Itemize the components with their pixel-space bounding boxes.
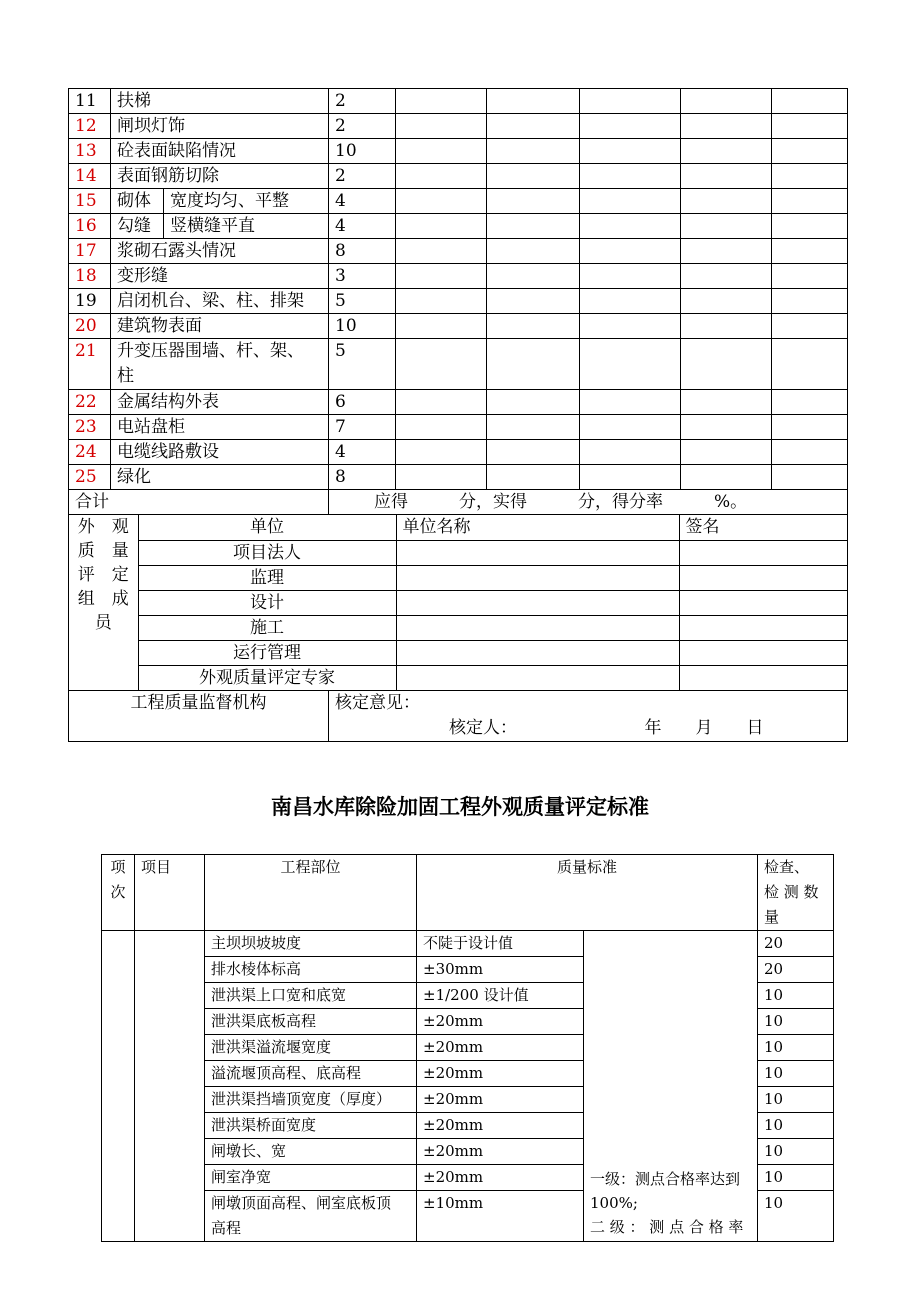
blank-cell <box>681 239 772 264</box>
item-name: 电缆线路敷设 <box>111 440 329 465</box>
blank-cell <box>396 289 487 314</box>
item-name: 金属结构外表 <box>111 390 329 415</box>
standard-score: 10 <box>329 314 396 339</box>
row-number: 15 <box>69 189 111 214</box>
standard-score: 4 <box>329 440 396 465</box>
header-part: 工程部位 <box>205 855 417 931</box>
item-name: 建筑物表面 <box>111 314 329 339</box>
part-line: 高程 <box>211 1219 242 1237</box>
row-number: 24 <box>69 440 111 465</box>
blank-cell <box>681 89 772 114</box>
blank-cell <box>487 164 580 189</box>
standard-score: 4 <box>329 189 396 214</box>
blank-cell <box>396 440 487 465</box>
total-label: 合计 <box>69 490 329 515</box>
count-cell: 10 <box>758 1009 834 1035</box>
blank-cell <box>580 89 681 114</box>
table-row <box>69 264 848 289</box>
quality-standard-table <box>101 854 834 1242</box>
blank-cell <box>772 189 848 214</box>
part-cell: 闸墩长、宽 <box>205 1139 417 1165</box>
blank-cell <box>487 390 580 415</box>
item-name: 启闭机台、梁、柱、排架 <box>111 289 329 314</box>
header-item: 项目 <box>135 855 205 931</box>
blank-cell <box>772 214 848 239</box>
blank-cell <box>681 114 772 139</box>
table-row <box>69 214 848 239</box>
committee-row <box>69 590 848 615</box>
standard-score: 5 <box>329 339 396 390</box>
committee-label-line: 组 成 <box>77 589 129 609</box>
row-number: 11 <box>69 89 111 114</box>
part-cell: 溢流堰顶高程、底高程 <box>205 1061 417 1087</box>
committee-label-line: 质 量 <box>77 541 129 561</box>
standard-cell: ±10mm <box>417 1191 584 1242</box>
item-name: 闸坝灯饰 <box>111 114 329 139</box>
blank-cell <box>580 415 681 440</box>
blank-cell <box>681 440 772 465</box>
blank-cell <box>487 289 580 314</box>
standard-cell: ±20mm <box>417 1035 584 1061</box>
blank-cell <box>396 139 487 164</box>
unit-name-cell <box>396 565 679 590</box>
blank-cell <box>681 139 772 164</box>
standard-cell: 不陡于设计值 <box>417 931 584 957</box>
standard-score: 7 <box>329 415 396 440</box>
masonry-label: 砌体 <box>111 189 164 214</box>
blank-cell <box>580 440 681 465</box>
standard-score: 4 <box>329 214 396 239</box>
row-number: 22 <box>69 390 111 415</box>
header-line: 次 <box>110 883 126 901</box>
count-cell: 10 <box>758 1035 834 1061</box>
index-cell <box>102 931 135 1242</box>
standard-cell: ±20mm <box>417 1113 584 1139</box>
committee-row <box>69 515 848 540</box>
unit-name-cell <box>396 665 679 690</box>
standard-score: 2 <box>329 164 396 189</box>
table-row <box>69 89 848 114</box>
grade-line: 一级：测点合格率达到 <box>590 1170 741 1188</box>
blank-cell <box>580 314 681 339</box>
blank-cell <box>772 264 848 289</box>
table-row <box>69 339 848 390</box>
committee-unit: 外观质量评定专家 <box>138 665 396 690</box>
count-cell: 10 <box>758 1139 834 1165</box>
item-name: 砼表面缺陷情况 <box>111 139 329 164</box>
sign-cell <box>679 540 848 565</box>
count-cell: 10 <box>758 1165 834 1191</box>
blank-cell <box>681 465 772 490</box>
item-name-line: 升变压器围墙、杆、架、 <box>117 341 304 361</box>
standard-score: 10 <box>329 139 396 164</box>
blank-cell <box>487 114 580 139</box>
count-cell: 20 <box>758 931 834 957</box>
opinion-cell <box>329 691 848 742</box>
committee-label-line: 评 定 <box>77 565 129 585</box>
header-index <box>102 855 135 931</box>
count-cell: 10 <box>758 983 834 1009</box>
grade-criteria <box>584 931 758 1242</box>
total-row <box>69 490 848 515</box>
table-row <box>102 931 834 957</box>
sign-cell <box>679 615 848 640</box>
grade-line: 二 级 ： 测 点 合 格 率 <box>590 1218 744 1236</box>
count-cell: 10 <box>758 1061 834 1087</box>
blank-cell <box>772 415 848 440</box>
blank-cell <box>487 440 580 465</box>
committee-unit: 监理 <box>138 565 396 590</box>
supervision-row <box>69 691 848 742</box>
standard-score: 3 <box>329 264 396 289</box>
grade-line: 100%; <box>590 1194 638 1212</box>
blank-cell <box>772 114 848 139</box>
blank-cell <box>487 189 580 214</box>
blank-cell <box>396 214 487 239</box>
standard-cell: ±20mm <box>417 1087 584 1113</box>
committee-label <box>69 515 138 690</box>
table-row <box>69 189 848 214</box>
committee-section <box>69 515 848 691</box>
header-line: 项 <box>110 858 126 876</box>
table-row <box>69 164 848 189</box>
blank-cell <box>396 89 487 114</box>
sign-cell <box>679 665 848 690</box>
item-name: 表面钢筋切除 <box>111 164 329 189</box>
committee-row <box>69 615 848 640</box>
item-name: 电站盘柜 <box>111 415 329 440</box>
blank-cell <box>772 89 848 114</box>
blank-cell <box>580 114 681 139</box>
part-cell: 泄洪渠挡墙顶宽度（厚度） <box>205 1087 417 1113</box>
table-row <box>69 314 848 339</box>
committee-table <box>69 515 848 690</box>
blank-cell <box>772 465 848 490</box>
committee-unit: 运行管理 <box>138 640 396 665</box>
committee-row <box>69 665 848 690</box>
header-standard: 质量标准 <box>417 855 758 931</box>
standard-score: 8 <box>329 239 396 264</box>
unit-header: 单位 <box>138 515 396 540</box>
standard-cell: ±20mm <box>417 1061 584 1087</box>
row-number: 12 <box>69 114 111 139</box>
part-cell: 排水棱体标高 <box>205 957 417 983</box>
blank-cell <box>487 89 580 114</box>
blank-cell <box>487 139 580 164</box>
standard-cell: ±30mm <box>417 957 584 983</box>
blank-cell <box>772 164 848 189</box>
standard-cell: ±20mm <box>417 1165 584 1191</box>
row-number: 13 <box>69 139 111 164</box>
blank-cell <box>487 264 580 289</box>
blank-cell <box>580 465 681 490</box>
row-number: 14 <box>69 164 111 189</box>
blank-cell <box>580 164 681 189</box>
standard-score: 2 <box>329 89 396 114</box>
blank-cell <box>772 239 848 264</box>
unit-name-cell <box>396 615 679 640</box>
appearance-quality-score-table <box>68 88 848 742</box>
blank-cell <box>772 339 848 390</box>
blank-cell <box>681 390 772 415</box>
table-row <box>69 139 848 164</box>
item-name: 浆砌石露头情况 <box>111 239 329 264</box>
sign-cell <box>679 590 848 615</box>
blank-cell <box>681 189 772 214</box>
count-cell: 10 <box>758 1113 834 1139</box>
blank-cell <box>396 339 487 390</box>
part-cell: 泄洪渠上口宽和底宽 <box>205 983 417 1009</box>
sign-cell <box>679 640 848 665</box>
unit-name-cell <box>396 590 679 615</box>
supervision-label: 工程质量监督机构 <box>69 691 329 742</box>
committee-label-line: 外 观 <box>77 517 129 537</box>
blank-cell <box>487 214 580 239</box>
standard-score: 5 <box>329 289 396 314</box>
item-name-line: 柱 <box>117 366 134 386</box>
table-row <box>69 390 848 415</box>
header-line: 检 测 数 <box>764 883 819 901</box>
row-number: 16 <box>69 214 111 239</box>
committee-unit: 设计 <box>138 590 396 615</box>
item-cell <box>135 931 205 1242</box>
part-cell: 泄洪渠底板高程 <box>205 1009 417 1035</box>
blank-cell <box>580 339 681 390</box>
row-number: 17 <box>69 239 111 264</box>
table-row <box>69 465 848 490</box>
blank-cell <box>396 390 487 415</box>
blank-cell <box>396 164 487 189</box>
row-number: 20 <box>69 314 111 339</box>
blank-cell <box>396 114 487 139</box>
blank-cell <box>772 139 848 164</box>
table-row <box>69 289 848 314</box>
row-number: 18 <box>69 264 111 289</box>
opinion-label: 核定意见： <box>335 693 420 713</box>
blank-cell <box>396 314 487 339</box>
item-name: 绿化 <box>111 465 329 490</box>
blank-cell <box>487 339 580 390</box>
blank-cell <box>580 390 681 415</box>
part-cell <box>205 1191 417 1242</box>
unit-name-header: 单位名称 <box>396 515 679 540</box>
page-title: 南昌水库除险加固工程外观质量评定标准 <box>271 795 649 819</box>
header-line: 检查、 <box>764 858 810 876</box>
unit-name-cell <box>396 640 679 665</box>
header-line: 量 <box>764 908 780 926</box>
blank-cell <box>580 139 681 164</box>
committee-row <box>69 640 848 665</box>
blank-cell <box>681 214 772 239</box>
blank-cell <box>772 390 848 415</box>
blank-cell <box>487 465 580 490</box>
row-number: 23 <box>69 415 111 440</box>
header-count <box>758 855 834 931</box>
row-number: 21 <box>69 339 111 390</box>
part-cell: 泄洪渠溢流堰宽度 <box>205 1035 417 1061</box>
row-number: 19 <box>69 289 111 314</box>
table-row <box>69 239 848 264</box>
part-cell: 闸室净宽 <box>205 1165 417 1191</box>
masonry-label: 勾缝 <box>111 214 164 239</box>
blank-cell <box>580 264 681 289</box>
blank-cell <box>772 440 848 465</box>
blank-cell <box>681 314 772 339</box>
standard-score: 6 <box>329 390 396 415</box>
standard-cell: ±20mm <box>417 1009 584 1035</box>
blank-cell <box>580 239 681 264</box>
committee-cell <box>69 515 848 691</box>
sign-header: 签名 <box>679 515 848 540</box>
approver-line: 核定人： 年 月 日 <box>449 718 764 738</box>
item-name: 竖横缝平直 <box>164 214 329 239</box>
sign-cell <box>679 565 848 590</box>
item-name: 宽度均匀、平整 <box>164 189 329 214</box>
standard-cell: ±20mm <box>417 1139 584 1165</box>
table-row <box>69 415 848 440</box>
blank-cell <box>681 415 772 440</box>
blank-cell <box>772 314 848 339</box>
blank-cell <box>580 214 681 239</box>
blank-cell <box>681 289 772 314</box>
blank-cell <box>772 289 848 314</box>
header-row <box>102 855 834 931</box>
count-cell: 10 <box>758 1087 834 1113</box>
committee-unit: 项目法人 <box>138 540 396 565</box>
blank-cell <box>396 239 487 264</box>
item-name: 变形缝 <box>111 264 329 289</box>
committee-row <box>69 540 848 565</box>
count-cell: 20 <box>758 957 834 983</box>
blank-cell <box>487 314 580 339</box>
blank-cell <box>681 164 772 189</box>
committee-label-line: 员 <box>94 613 112 633</box>
committee-unit: 施工 <box>138 615 396 640</box>
table-row <box>69 440 848 465</box>
blank-cell <box>681 264 772 289</box>
standard-score: 8 <box>329 465 396 490</box>
blank-cell <box>396 415 487 440</box>
blank-cell <box>681 339 772 390</box>
blank-cell <box>396 189 487 214</box>
part-cell: 主坝坝坡坡度 <box>205 931 417 957</box>
item-name: 扶梯 <box>111 89 329 114</box>
row-number: 25 <box>69 465 111 490</box>
blank-cell <box>396 465 487 490</box>
item-name <box>111 339 329 390</box>
table-row <box>69 114 848 139</box>
part-cell: 泄洪渠桥面宽度 <box>205 1113 417 1139</box>
count-cell: 10 <box>758 1191 834 1242</box>
blank-cell <box>580 189 681 214</box>
committee-row <box>69 565 848 590</box>
standard-cell: ±1/200 设计值 <box>417 983 584 1009</box>
unit-name-cell <box>396 540 679 565</box>
total-text: 应得 分，实得 分，得分率 %。 <box>329 490 848 515</box>
blank-cell <box>396 264 487 289</box>
blank-cell <box>487 239 580 264</box>
blank-cell <box>580 289 681 314</box>
blank-cell <box>487 415 580 440</box>
standard-score: 2 <box>329 114 396 139</box>
part-line: 闸墩顶面高程、闸室底板顶 <box>211 1194 392 1212</box>
